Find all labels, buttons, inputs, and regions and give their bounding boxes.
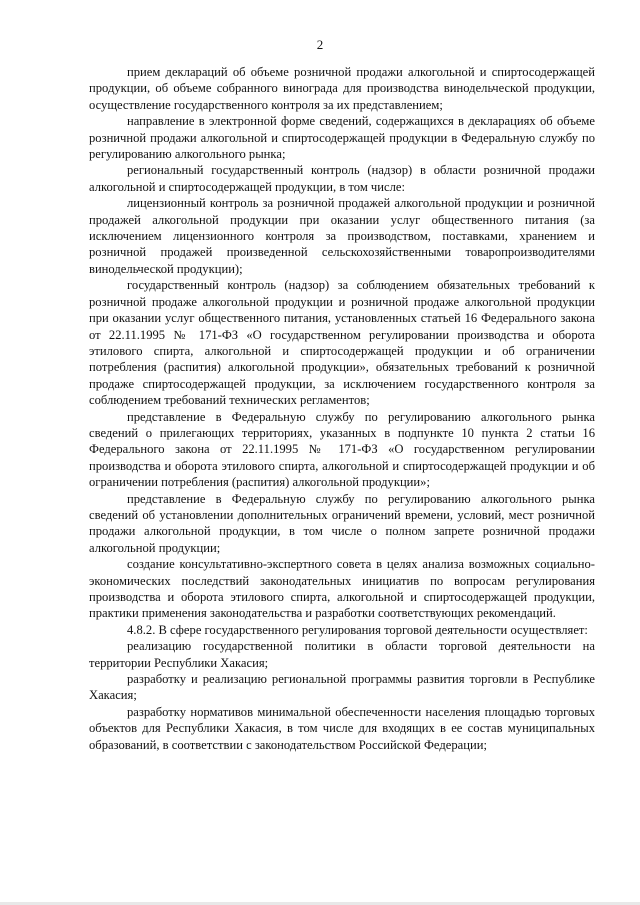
paragraph-trade-program: разработку и реализацию региональной программы развития торговли в Республике Хакасия; — [89, 672, 595, 703]
paragraph-state-control: государственный контроль (надзор) за соблюдением обязательных требований к розничной продаже алкогольной продукции и розничной продаже алкогольной продукции при оказании услуг общественного питания, установленных статьей 16 Федерального закона от 22.11.1995 № 171-ФЗ «О государственном регулировании производства и оборота этилового спирта, алкогольной и спиртосодержащей продукции и об ограничении потребления (распития) алкогольной продукции», обязательных требований к розничной продаже спиртосодержащей продукции, за исключением государственного контроля за соблюдением требований технических регламентов; — [89, 278, 595, 408]
paragraph-license-control: лицензионный контроль за розничной продажей алкогольной продукции и розничной продажей алкогольной продукции при оказании услуг общественного питания (за исключением лицензионного контроля за производством, поставками, хранением и розничной продажей произведенной сельскохозяйственными товаропроизводителями винодельческой продукции); — [89, 196, 595, 276]
paragraph-adjacent-territories: представление в Федеральную службу по регулированию алкогольного рынка сведений о прилегающих территориях, указанных в подпункте 10 пункта 2 статьи 16 Федерального закона от 22.11.1995 № 171-ФЗ «О государственном регулировании производства и оборота этилового спирта, алкогольной и спиртосодержащей продукции и об ограничении потребления (распития) алкогольной продукции»; — [89, 409, 595, 490]
document-body — [89, 64, 595, 753]
paragraph-declarations: прием деклараций об объеме розничной продажи алкогольной и спиртосодержащей продукции, об объеме собранного винограда для производства винодельческой продукции, осуществление государственного контроля за их представлением; — [89, 65, 595, 112]
paragraph-expert-council: создание консультативно-экспертного совета в целях анализа возможных социально-экономических последствий законодательных инициатив по вопросам регулирования производства и оборота этилового спирта, алкогольной и спиртосодержащей продукции, практики применения законодательства и разработки соответствующих рекомендаций. — [89, 557, 595, 621]
paragraph-trade-area-standards: разработку нормативов минимальной обеспеченности населения площадью торговых объектов для Республики Хакасия, в том числе для входящих в ее состав муниципальных образований, в соответствии с законодательством Российской Федерации; — [89, 704, 595, 752]
paragraph-electronic-submission: направление в электронной форме сведений, содержащихся в декларациях об объеме розничной продажи алкогольной и спиртосодержащей продукции в Федеральную службу по регулированию алкогольного рынка; — [89, 114, 595, 162]
paragraph-section-4-8-2: 4.8.2. В сфере государственного регулирования торговой деятельности осуществляет: — [127, 622, 588, 637]
paragraph-regional-control: региональный государственный контроль (надзор) в области розничной продажи алкогольной и спиртосодержащей продукции, в том числе: — [89, 163, 595, 194]
paragraph-additional-restrictions: представление в Федеральную службу по регулированию алкогольного рынка сведений об установлении дополнительных ограничений времени, условий, мест розничной продажи алкогольной продукции, в том числе о полном запрете розничной продажи алкогольной продукции; — [89, 491, 595, 555]
paragraph-trade-policy: реализацию государственной политики в области торговой деятельности на территории Республики Хакасия; — [89, 639, 595, 670]
page-number: 2 — [316, 37, 324, 52]
